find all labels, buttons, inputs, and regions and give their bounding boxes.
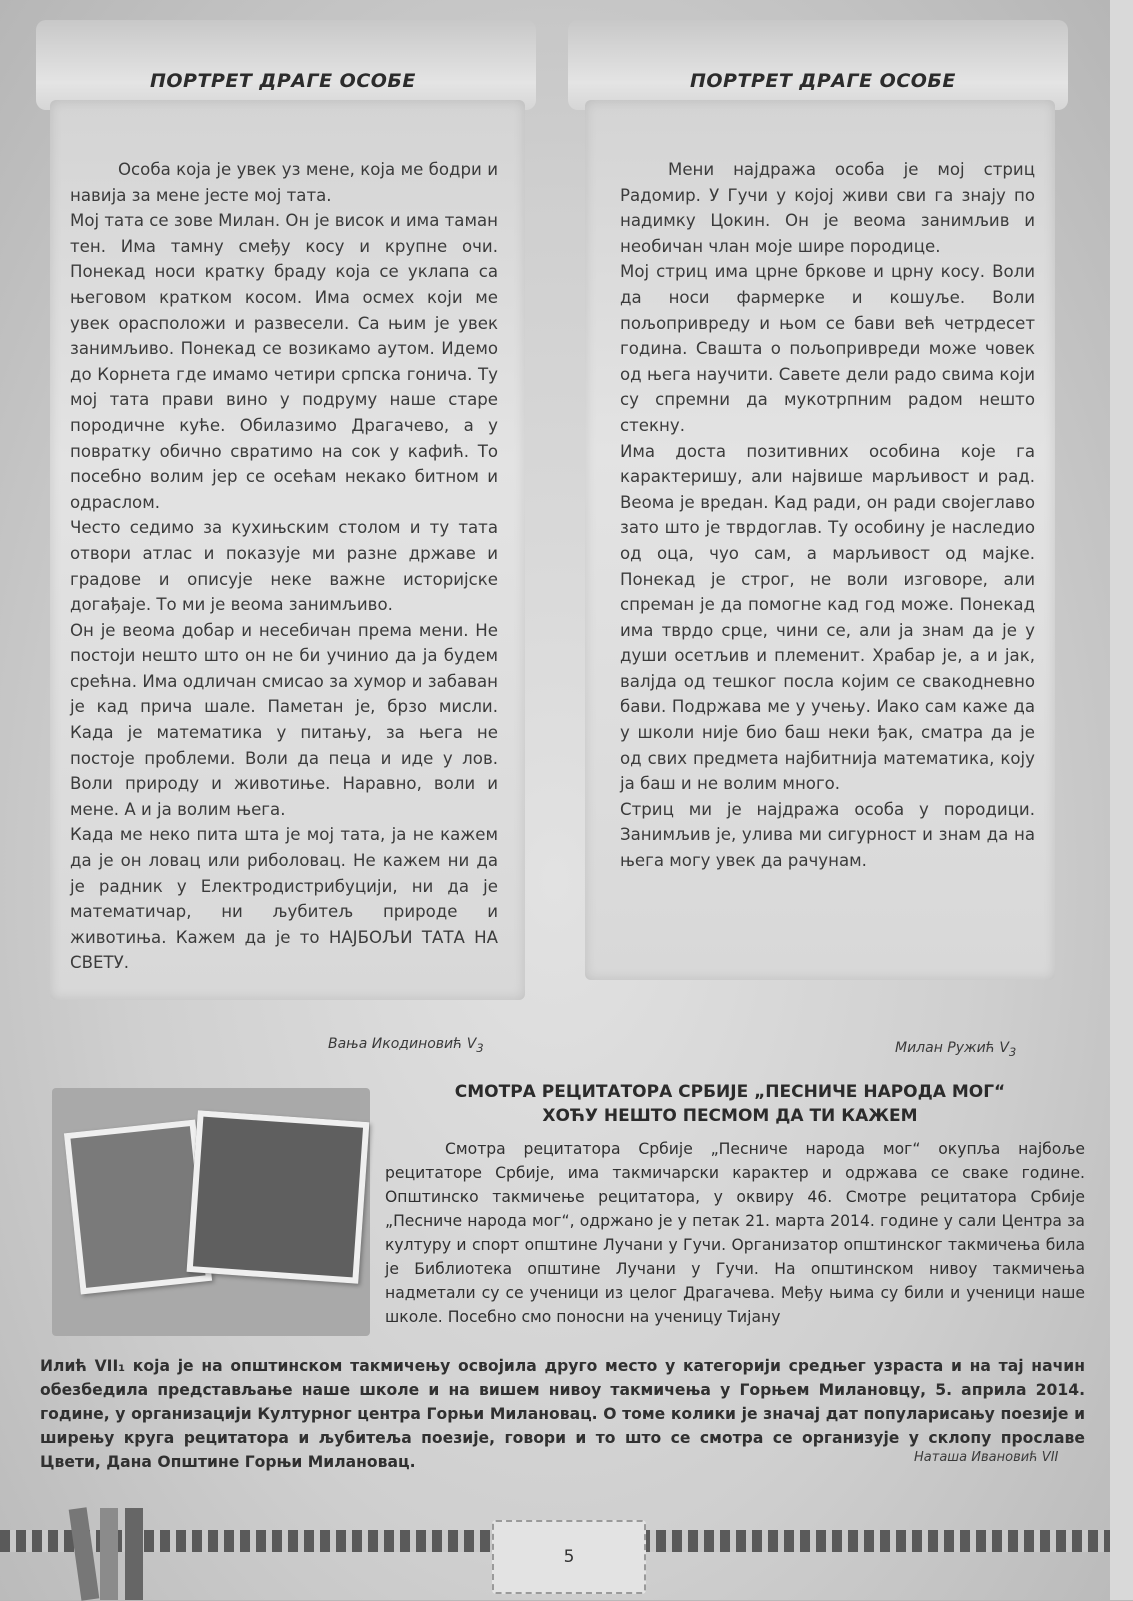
article-subtitle: ХОЋУ НЕШТО ПЕСМОМ ДА ТИ КАЖЕМ	[542, 1106, 918, 1126]
right-column-title: ПОРТРЕТ ДРАГЕ ОСОБЕ	[690, 70, 956, 92]
paragraph: Стриц ми је најдража особа у породици. Занимљив је, улива ми сигурност и знам да на њега могу увек да рачунам.	[620, 799, 1035, 871]
page-number: 5	[492, 1520, 646, 1594]
author-name: Милан Ружић V	[895, 1040, 1009, 1056]
paragraph: Он је веома добар и несебичан према мени. Не постоји нешто што он не би учинио да ја будем срећна. Има одличан смисао за хумор и забаван је кад прича шале. Паметан је, брзо мисли. Када је математика у питању, за њега не постоје проблеми. Воли да пеца и иде у лов. Воли природу и животиње. Наравно, воли и мене. А и ја волим њега.	[70, 620, 498, 819]
right-scroll-top	[568, 20, 1068, 110]
paragraph: Има доста позитивних особина које га карактеришу, али највише марљивост и рад. Веома је вредан. Кад ради, он ради својеглаво зато што је тврдоглав. Ту особину је наследио од оца, чуо сам, а марљивост од мајке. Понекад је строг, не воли изговоре, али спреман је да помогне кад год може. Понекад има тврдо срце, чини се, али ја знам да је у души осетљив и племенит. Храбар је, а и јак, валјда од тешког посла којим се свакодневно бави. Подржава ме у учењу. Иако сам каже да у школи није био баш неки ђак, сматра да је од свих предмета најбитнија математика, коју ја баш и не волим много.	[620, 441, 1035, 794]
photo-group	[187, 1110, 370, 1284]
paragraph: Мој тата се зове Милан. Он је висок и има таман тен. Има тамну смеђу косу и крупне очи. Понекад носи кратку браду која се уклапа са његовом кратком косом. Има осмех који ме увек орасположи и развесели. Са њим је увек занимљиво. Понекад се возикамо аутом. Идемо до Корнета где имамо четири српска гонича. Ту мој тата прави вино у подруму наше старе породичне куће. Обилазимо Драгачево, а у повратку обично свратимо на сок у кафић. То посебно волим јер се осећам некако битном и одраслом.	[70, 211, 499, 512]
article-title: СМОТРА РЕЦИТАТОРА СРБИЈЕ „ПЕСНИЧЕ НАРОДА МОГ“	[454, 1082, 1006, 1102]
author-class-index: 3	[476, 1040, 484, 1055]
left-scroll-top	[36, 20, 536, 110]
paragraph: Мој стриц има црне бркове и црну косу. Воли да носи фармерке и кошуље. Воли пољопривреду и њом се бави већ четрдесет година. Свашта о пољопривреди може човек од њега научити. Савете дели радо свима који су спремни да мукотрпним радом нешто стекну.	[620, 262, 1035, 435]
paragraph: Мени најдража особа је мој стриц Радомир. У Гучи у којој живи сви га знају по надимку Цокин. Он је веома занимљив и необичан члан моје шире породице.	[620, 160, 1035, 256]
article-text-beside-photo	[385, 1137, 1085, 1329]
paragraph: Када ме неко пита шта је мој тата, ја не кажем да је он ловац или риболовац. Не кажем ни да је радник у Електродистрибуцији, ни да је математичар, ни љубитељ природе и животиња. Кажем да је то НАЈБОЉИ ТАТА НА СВЕТУ.	[70, 825, 498, 973]
photo-collage	[52, 1088, 370, 1336]
paragraph: Илић VII₁ која је на општинском такмичењу освојила друго место у категорији средњег узраста и на тај начин обезбедила представљање наше школе и на вишем нивоу такмичења у Горњем Милановцу, 5. априла 2014. године, у организацији Културног центра Горњи Милановац. О томе колики је значај дат популарисању поезије и ширењу круга рецитатора и љубитеља поезије, говори и то што се смотра се организује у склопу прославе Цвети, Дана Општине Горњи Милановац.	[40, 1357, 1085, 1471]
article-author: Наташа Ивановић VII	[914, 1450, 1059, 1465]
paragraph: Особа која је увек уз мене, која ме бодри и навија за мене јесте мој тата.	[70, 160, 498, 205]
paragraph: Смотра рецитатора Србије „Песниче народа мог“ окупља најбоље рецитаторе Србије, има такмичарски карактер и одржава се сваке године. Општинско такмичење рецитатора, у оквиру 46. Смотре рецитатора Србије „Песниче народа мог“, одржано је у петак 21. марта 2014. године у сали Центра за културу и спорт општине Лучани у Гучи. Организатор општинског такмичења била је Библиотека општине Лучани у Гучи. На општинском нивоу такмичења надметали су се ученици из целог Драгачева. Међу њима су били и ученици наше школе. Посебно смо поносни на ученицу Тијану	[385, 1140, 1085, 1326]
left-column-text	[70, 157, 498, 976]
paragraph: Често седимо за кухињским столом и ту тата отвори атлас и показује ми разне државе и градове и описује неке важне историјске догађаје. То ми је веома занимљиво.	[70, 518, 498, 615]
page-edge	[1110, 0, 1133, 1600]
book-decoration	[100, 1508, 118, 1600]
author-name: Вања Икодиновић V	[328, 1036, 477, 1052]
book-decoration	[125, 1508, 143, 1600]
left-column-title: ПОРТРЕТ ДРАГЕ ОСОБЕ	[150, 70, 416, 92]
author-class-index: 3	[1008, 1044, 1017, 1059]
right-author-signature	[895, 1040, 1016, 1059]
left-author-signature	[328, 1036, 484, 1055]
right-column-text	[620, 157, 1035, 874]
